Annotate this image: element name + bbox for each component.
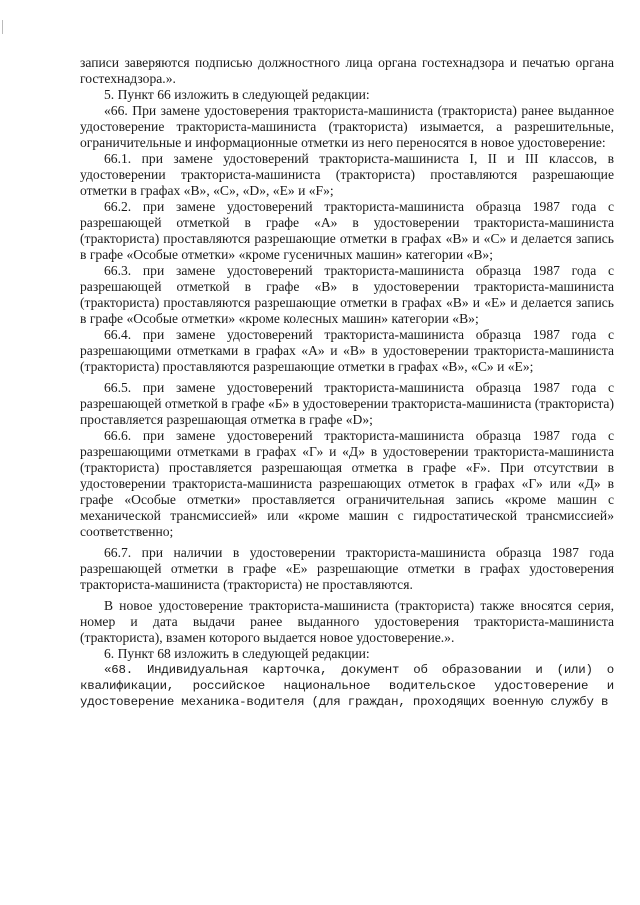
- scan-margin-mark: [2, 20, 6, 34]
- paragraph-66-3: 66.3. при замене удостоверений тракториста-машиниста образца 1987 года с разрешающей отметкой в графе «В» в удостоверении тракториста-машиниста (тракториста) проставляются разрешающие отметки в графах «B» и «E» и делается запись в графе «Особые отметки» «кроме колесных машин» категории «B»;: [80, 263, 614, 326]
- paragraph-68-intro: «68. Индивидуальная карточка, документ об образовании и (или) о квалификации, российское национальное водительское удостоверение и удостоверение механика-водителя (для граждан, проходящих военную службу в: [80, 663, 614, 709]
- document-page: [80, 55, 614, 710]
- paragraph-66-2: 66.2. при замене удостоверений тракториста-машиниста образца 1987 года с разрешающей отметкой в графе «А» в удостоверении тракториста-машиниста (тракториста) проставляются разрешающие отметки в графах «B» и «C» и делается запись в графе «Особые отметки» «кроме гусеничных машин» категории «B»;: [80, 199, 614, 262]
- paragraph-66-5: 66.5. при замене удостоверений тракториста-машиниста образца 1987 года с разрешающей отметкой в графе «Б» в удостоверении тракториста-машиниста (тракториста) проставляется разрешающая отметка в графе «D»;: [80, 380, 614, 427]
- paragraph-66-7: 66.7. при наличии в удостоверении тракториста-машиниста образца 1987 года разрешающей отметки в графе «Е» разрешающие отметки в графах удостоверения тракториста-машиниста (тракториста) не проставляются.: [80, 545, 614, 592]
- paragraph-continuation: записи заверяются подписью должностного лица органа гостехнадзора и печатью органа гостехнадзора.».: [80, 55, 614, 86]
- paragraph-66-intro: «66. При замене удостоверения тракториста-машиниста (тракториста) ранее выданное удостоверение тракториста-машиниста (тракториста) изымается, а разрешительные, ограничительные и информационные отметки из него переносятся в новое удостоверение:: [80, 103, 614, 150]
- paragraph-66-1: 66.1. при замене удостоверений тракториста-машиниста I, II и III классов, в удостоверении тракториста-машиниста (тракториста) проставляются разрешающие отметки в графах «B», «C», «D», «E» и «F»;: [80, 151, 614, 198]
- paragraph-66-4: 66.4. при замене удостоверений тракториста-машиниста образца 1987 года с разрешающими отметками в графах «А» и «В» в удостоверении тракториста-машиниста (тракториста) проставляются разрешающие отметки в графах «B», «C» и «E»;: [80, 327, 614, 374]
- paragraph-66-6: 66.6. при замене удостоверений тракториста-машиниста образца 1987 года с разрешающими отметками в графах «Г» и «Д» в удостоверении тракториста-машиниста (тракториста) проставляется разрешающая отметка в графе «F». При отсутствии в удостоверении тракториста-машиниста разрешающих отметок в графах «Г» или «Д» в графе «Особые отметки» проставляется ограничительная запись «кроме машин с механической трансмиссией» или «кроме машин с гидростатической трансмиссией» соответственно;: [80, 428, 614, 539]
- paragraph-new-certificate: В новое удостоверение тракториста-машиниста (тракториста) также вносятся серия, номер и дата выдачи ранее выданного удостоверения тракториста-машиниста (тракториста), взамен которого выдается новое удостоверение.».: [80, 598, 614, 645]
- paragraph-item-5: 5. Пункт 66 изложить в следующей редакции:: [104, 87, 370, 102]
- paragraph-item-6: 6. Пункт 68 изложить в следующей редакции:: [104, 646, 370, 661]
